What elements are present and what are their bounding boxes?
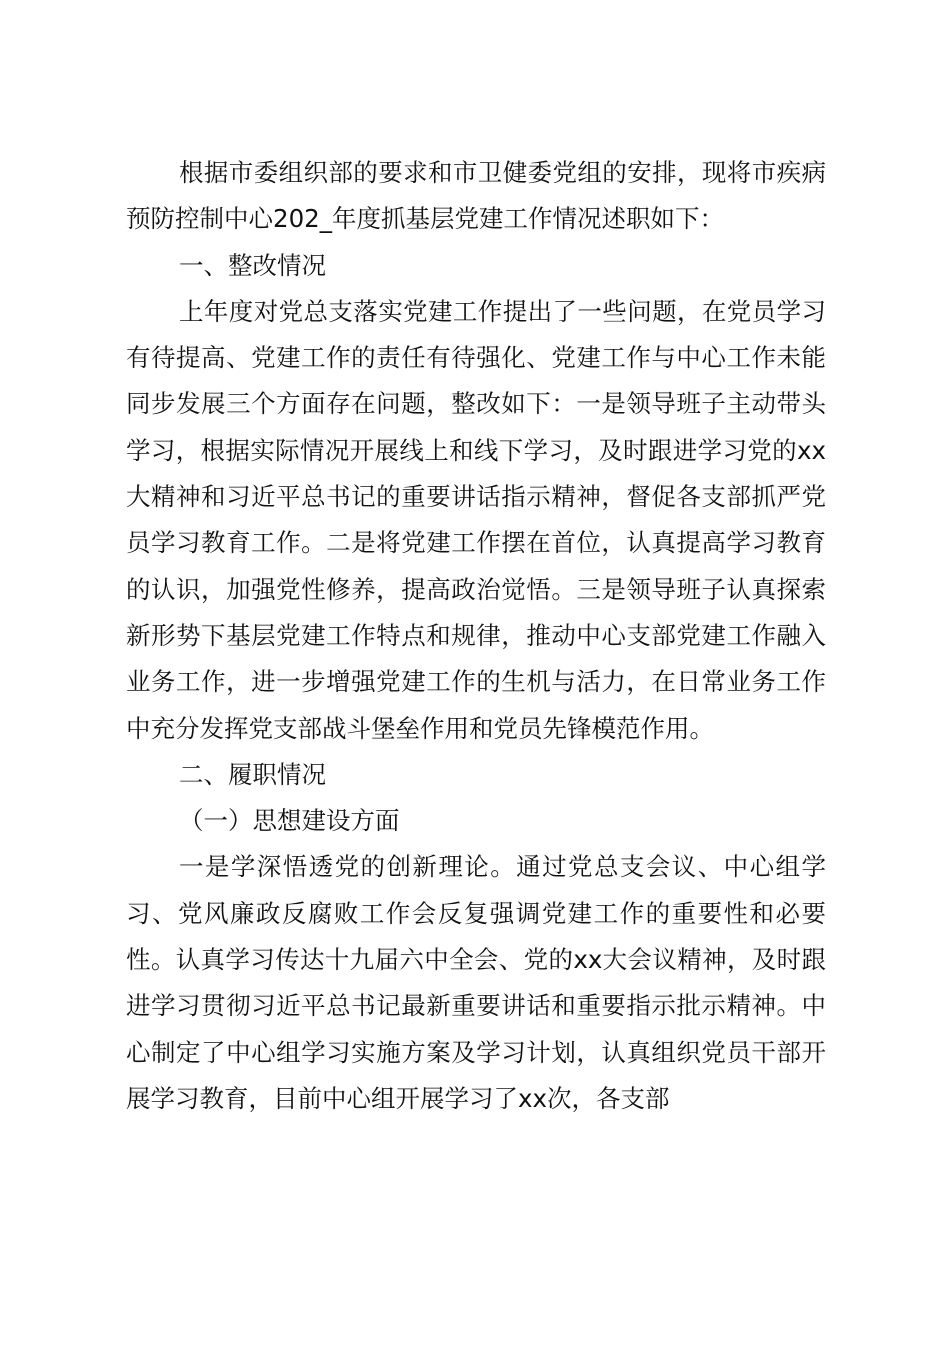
- intro-paragraph: 根据市委组织部的要求和市卫健委党组的安排，现将市疾病预防控制中心202_年度抓基层党建工作情况述职如下：: [126, 158, 826, 234]
- section-heading-rectification: 一、整改情况: [179, 250, 326, 280]
- ideology-paragraph: 一是学深悟透党的创新理论。通过党总支会议、中心组学习、党风廉政反腐败工作会反复强调党建工作的重要性和必要性。认真学习传达十九届六中全会、党的xx大会议精神，及时跟进学习贯彻习近平总书记最新重要讲话和重要指示批示精神。中心制定了中心组学习实施方案及学习计划，认真组织党员干部开展学习教育，目前中心组开展学习了xx次，各支部: [126, 852, 826, 1113]
- section-heading-duties: 二、履职情况: [179, 759, 326, 789]
- rectification-paragraph: 上年度对党总支落实党建工作提出了一些问题，在党员学习有待提高、党建工作的责任有待强化、党建工作与中心工作未能同步发展三个方面存在问题，整改如下：一是领导班子主动带头学习，根据实际情况开展线上和线下学习，及时跟进学习党的xx大精神和习近平总书记的重要讲话指示精神，督促各支部抓严党员学习教育工作。二是将党建工作摆在首位，认真提高学习教育的认识，加强党性修养，提高政治觉悟。三是领导班子认真探索新形势下基层党建工作特点和规律，推动中心支部党建工作融入业务工作，进一步增强党建工作的生机与活力，在日常业务工作中充分发挥党支部战斗堡垒作用和党员先锋模范作用。: [126, 296, 826, 743]
- document-body: [126, 150, 826, 1122]
- subsection-heading-ideology: （一）思想建设方面: [179, 806, 400, 836]
